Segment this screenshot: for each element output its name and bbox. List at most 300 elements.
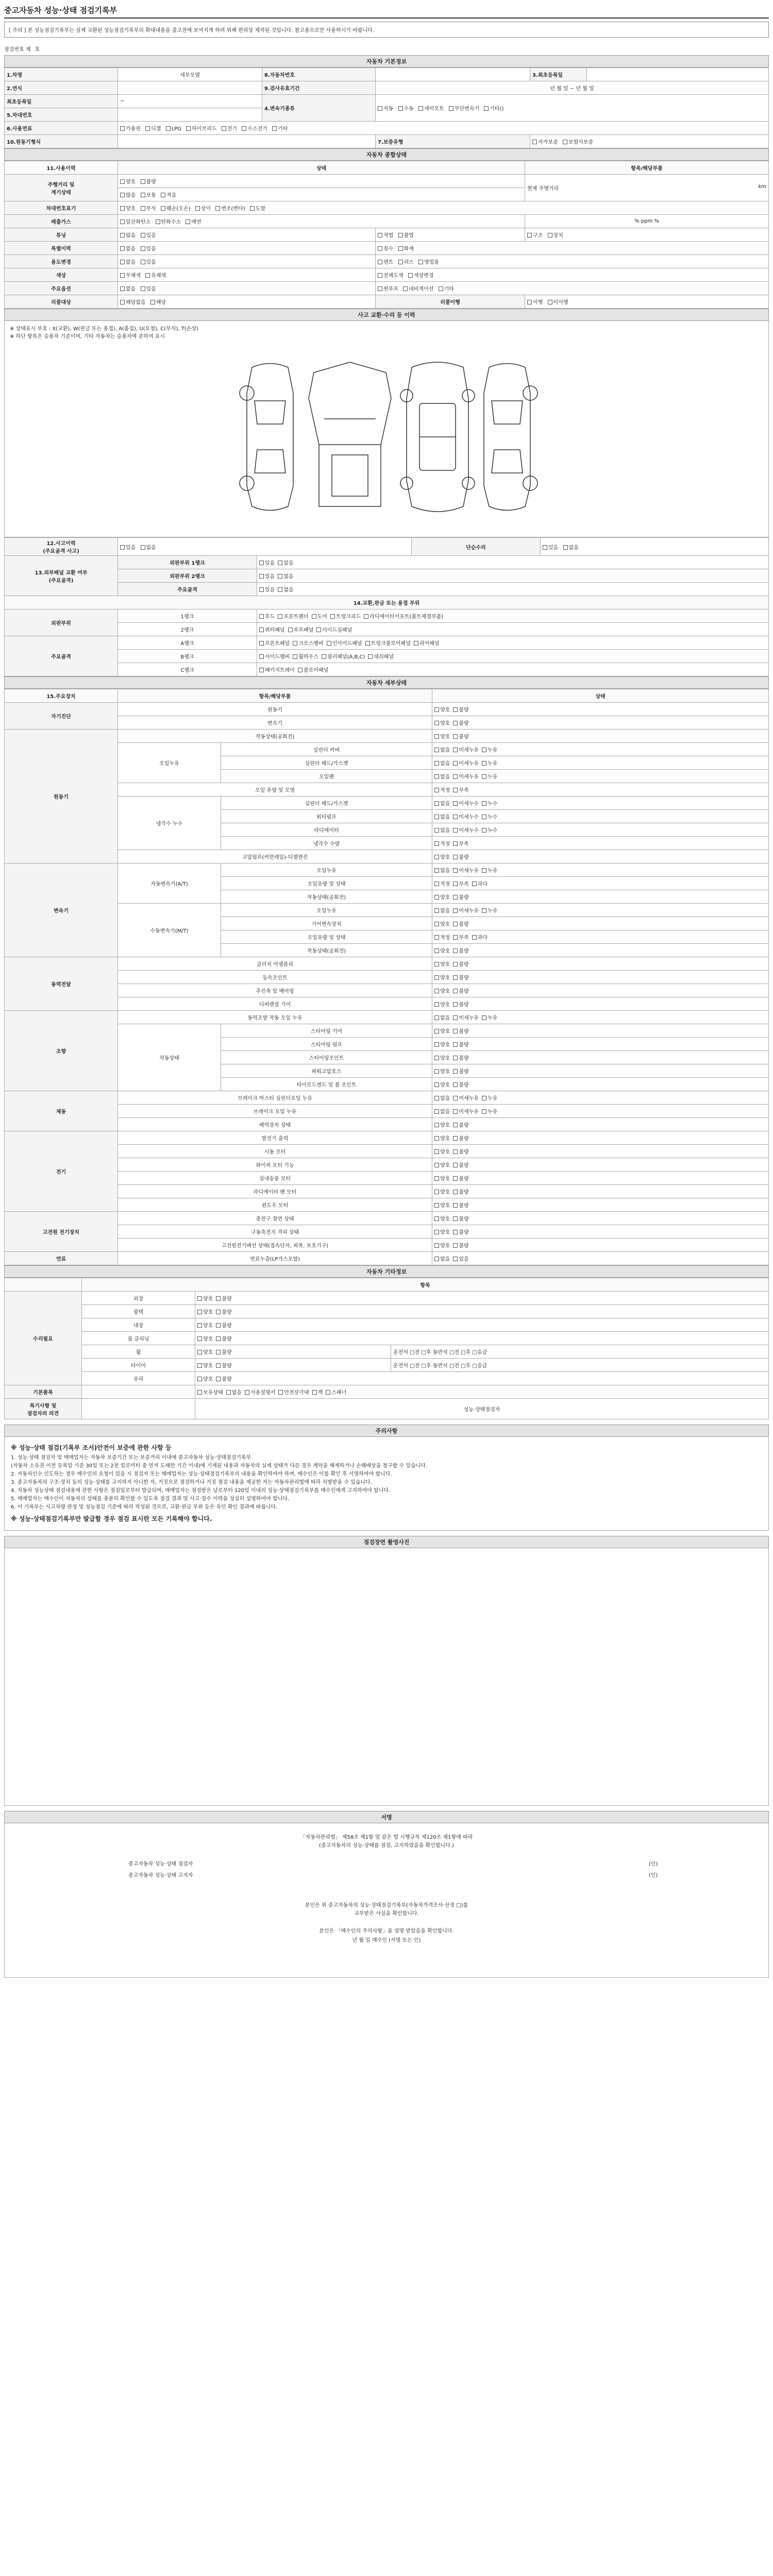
checkbox[interactable] — [449, 106, 453, 111]
checkbox[interactable] — [434, 828, 439, 833]
checkbox[interactable] — [453, 989, 458, 993]
other-row — [5, 1318, 769, 1332]
detail-item-state — [432, 997, 769, 1011]
checkbox[interactable] — [434, 989, 439, 993]
detail-item-state — [432, 890, 769, 904]
checkbox[interactable] — [434, 1109, 439, 1114]
checkbox[interactable] — [434, 707, 439, 712]
option-label: 잭 — [317, 1390, 323, 1396]
detail-item-state — [432, 917, 769, 930]
notice-footer: ※ 성능·상태점검기록부만 발급할 경우 점검 표시란 모든 기록해야 합니다. — [11, 1515, 212, 1522]
checkbox[interactable] — [278, 561, 282, 565]
checkbox[interactable] — [322, 654, 326, 659]
document-number — [4, 45, 769, 55]
checkbox[interactable] — [326, 1390, 330, 1395]
checkbox[interactable] — [453, 975, 458, 980]
checkbox[interactable] — [453, 1109, 458, 1114]
checkbox[interactable] — [453, 948, 458, 953]
model-year-value[interactable] — [118, 81, 262, 95]
checkbox[interactable] — [120, 179, 125, 184]
checkbox[interactable] — [120, 126, 125, 131]
other-item-label: 룸 클리닝 — [82, 1332, 195, 1345]
detail-subgroup-label: 냉각수 누수 — [118, 796, 221, 850]
car-name-sub: 세부모델 — [118, 68, 262, 81]
checkbox[interactable] — [434, 788, 439, 792]
other-row — [5, 1385, 769, 1399]
checkbox[interactable] — [434, 948, 439, 953]
sign-date[interactable]: 년 월 일 매수인 (서명 또는 인) — [352, 1938, 421, 1943]
checkbox[interactable] — [378, 233, 382, 238]
option-label: 불량 — [459, 1190, 469, 1195]
detail-item-label: 윈도우 모터 — [118, 1198, 432, 1212]
checkbox[interactable] — [259, 641, 264, 646]
checkbox[interactable] — [145, 273, 150, 278]
checkbox[interactable] — [434, 1230, 439, 1234]
car-number-value[interactable] — [376, 68, 530, 81]
detail-row — [5, 957, 769, 971]
checkbox[interactable] — [434, 882, 439, 886]
checkbox[interactable] — [453, 1176, 458, 1181]
checkbox[interactable] — [141, 545, 145, 550]
checkbox[interactable] — [197, 1363, 202, 1368]
checkbox[interactable] — [434, 1069, 439, 1074]
checkbox[interactable] — [215, 206, 220, 211]
checkbox[interactable] — [186, 126, 191, 131]
checkbox[interactable] — [259, 561, 264, 565]
option-label: 적정 — [440, 841, 450, 847]
checkbox[interactable] — [434, 868, 439, 873]
other-head: 항목 — [82, 1278, 769, 1292]
checkbox[interactable] — [453, 707, 458, 712]
accident-history-opts: 있음 없음 — [118, 538, 412, 556]
option-label: 보유상태 — [203, 1390, 223, 1396]
checkbox[interactable] — [197, 1296, 202, 1301]
checkbox[interactable] — [272, 126, 277, 131]
checkbox[interactable] — [453, 855, 458, 859]
checkbox[interactable] — [120, 286, 125, 291]
checkbox[interactable] — [453, 1123, 458, 1127]
checkbox[interactable] — [120, 233, 125, 238]
checkbox[interactable] — [259, 668, 264, 672]
checkbox[interactable] — [434, 1190, 439, 1194]
detail-item-state — [432, 1038, 769, 1051]
checkbox[interactable] — [434, 1123, 439, 1127]
checkbox[interactable] — [298, 668, 303, 672]
detail-item-state — [432, 1172, 769, 1185]
checkbox[interactable] — [453, 734, 458, 739]
option-label: 양호 — [440, 1002, 450, 1008]
checkbox[interactable] — [453, 828, 458, 833]
option-label: 양호 — [440, 1042, 450, 1048]
checkbox[interactable] — [453, 1042, 458, 1047]
checkbox[interactable] — [259, 614, 264, 619]
checkbox[interactable] — [259, 587, 264, 592]
other-row — [5, 1305, 769, 1318]
sign-line2: (중고자동차의 성능·상태를 점검, 고지하였음을 확인합니다.) — [319, 1843, 454, 1849]
notice-line: 6. 이 기록부는 사고차량 판정 및 성능점검 기준에 따라 작성된 것으로, 교환·판금 부위 등은 육안 확인 결과에 따릅니다. — [11, 1504, 278, 1510]
option-label: 양호 — [440, 1216, 450, 1222]
checkbox[interactable] — [434, 748, 439, 752]
rank-label: B랭크 — [118, 650, 257, 663]
checkbox[interactable] — [434, 855, 439, 859]
checkbox[interactable] — [543, 545, 547, 550]
detail-item-state — [432, 1131, 769, 1145]
option-label: 불량 — [222, 1296, 232, 1302]
checkbox[interactable] — [216, 1323, 221, 1328]
checkbox[interactable] — [453, 1096, 458, 1100]
option-label: 없음 — [440, 1257, 450, 1262]
detail-item-state — [432, 810, 769, 823]
sign-checker-seal[interactable]: (인) — [649, 1861, 658, 1867]
checkbox[interactable] — [482, 1096, 486, 1100]
checkbox[interactable] — [482, 801, 486, 806]
checkbox[interactable] — [453, 801, 458, 806]
option-label: 불량 — [222, 1310, 232, 1315]
option-label: 미세누유 — [459, 774, 479, 780]
option-label: 양호 — [440, 1176, 450, 1182]
detail-item-label: 타이로드엔드 및 볼 조인트 — [221, 1078, 432, 1091]
checkbox[interactable] — [166, 126, 171, 131]
checkbox[interactable] — [378, 273, 382, 278]
motor-type-value[interactable] — [118, 135, 376, 148]
sign-checker: 중고자동차 성능·상태 점검자 — [128, 1861, 193, 1867]
checkbox[interactable] — [408, 273, 413, 278]
checkbox[interactable] — [453, 908, 458, 913]
checkbox[interactable] — [434, 935, 439, 940]
checkbox[interactable] — [453, 1203, 458, 1208]
detail-item-label: 구동축전지 격리 상태 — [118, 1225, 432, 1239]
checkbox[interactable] — [482, 748, 486, 752]
checkbox[interactable] — [434, 1096, 439, 1100]
checkbox[interactable] — [482, 1109, 486, 1114]
checkbox[interactable] — [161, 193, 165, 197]
checkbox[interactable] — [453, 895, 458, 900]
detail-row — [5, 716, 769, 730]
checkbox[interactable] — [453, 1015, 458, 1020]
checkbox[interactable] — [434, 734, 439, 739]
checkbox[interactable] — [453, 748, 458, 752]
checkbox[interactable] — [434, 962, 439, 967]
checkbox[interactable] — [472, 935, 477, 940]
detail-row — [5, 1145, 769, 1158]
checkbox[interactable] — [453, 922, 458, 926]
checkbox[interactable] — [434, 801, 439, 806]
checkbox[interactable] — [120, 246, 125, 251]
checkbox[interactable] — [216, 1377, 221, 1381]
rank-items: 패키지트레이 플로어패널 — [257, 663, 769, 676]
vin-value[interactable] — [118, 108, 262, 122]
first-reg-value[interactable] — [587, 68, 769, 81]
checkbox[interactable] — [482, 908, 486, 913]
warranty-label: 7.보증유형 — [376, 135, 530, 148]
checkbox[interactable] — [434, 774, 439, 779]
option-label: 없음 — [440, 801, 450, 807]
checkbox[interactable] — [434, 1163, 439, 1167]
checkbox[interactable] — [330, 614, 335, 619]
checkbox[interactable] — [278, 587, 282, 592]
other-item-state — [195, 1305, 769, 1318]
detail-item-label: 추진축 및 베어링 — [118, 984, 432, 997]
checkbox[interactable] — [434, 1136, 439, 1141]
checkbox[interactable] — [434, 1203, 439, 1208]
checkbox[interactable] — [472, 882, 477, 886]
checkbox[interactable] — [453, 1002, 458, 1007]
checkbox[interactable] — [141, 179, 145, 184]
detail-item-state — [432, 1252, 769, 1265]
detail-subgroup-label: 수동변속기(M/T) — [118, 904, 221, 957]
checkbox[interactable] — [532, 140, 537, 144]
checkbox[interactable] — [453, 1216, 458, 1221]
checkbox[interactable] — [414, 641, 418, 646]
checkbox[interactable] — [453, 774, 458, 779]
option-label: 양호 — [203, 1323, 213, 1329]
checkbox[interactable] — [120, 193, 125, 197]
checkbox[interactable] — [197, 1350, 202, 1354]
checkbox[interactable] — [197, 1336, 202, 1341]
checkbox[interactable] — [259, 628, 264, 632]
checkbox[interactable] — [453, 1029, 458, 1033]
checkbox[interactable] — [453, 721, 458, 725]
vin-label: 5.차대번호 — [5, 108, 118, 122]
checkbox[interactable] — [548, 233, 552, 238]
checkbox[interactable] — [141, 193, 145, 197]
checkbox[interactable] — [434, 1029, 439, 1033]
checkbox[interactable] — [120, 219, 125, 224]
checkbox[interactable] — [378, 286, 382, 291]
detail-item-label: 시동 모터 — [118, 1145, 432, 1158]
sign-line1: 「자동차관리법」 제58조 제1항 및 같은 법 시행규칙 제120조 제1항에 따라 — [300, 1835, 473, 1840]
sign-seller-seal[interactable]: (인) — [649, 1873, 658, 1878]
checkbox[interactable] — [434, 975, 439, 980]
main-frame-label: 주요골격 — [118, 583, 257, 596]
checkbox[interactable] — [482, 774, 486, 779]
checkbox[interactable] — [216, 1336, 221, 1341]
checkbox[interactable] — [312, 614, 316, 619]
checkbox[interactable] — [563, 140, 567, 144]
checkbox[interactable] — [368, 654, 373, 659]
checkbox[interactable] — [288, 628, 293, 632]
checkbox[interactable] — [278, 614, 282, 619]
checkbox[interactable] — [150, 300, 155, 304]
rank2-label: 외판부위 2랭크 — [118, 569, 257, 583]
special-history-type: 침수 화재 — [376, 242, 769, 255]
checkbox[interactable] — [259, 654, 264, 659]
recall-state: 해당없음 해당 — [118, 295, 376, 309]
checkbox[interactable] — [434, 1176, 439, 1181]
car-top-view — [400, 362, 475, 512]
checkbox[interactable] — [482, 868, 486, 873]
checkbox[interactable] — [482, 815, 486, 819]
checkbox[interactable] — [293, 654, 297, 659]
checkbox[interactable] — [365, 641, 370, 646]
model-year-label: 2.연식 — [5, 81, 118, 95]
checkbox[interactable] — [453, 1257, 458, 1261]
checkbox[interactable] — [398, 260, 403, 264]
checkbox[interactable] — [453, 841, 458, 846]
checkbox[interactable] — [527, 300, 532, 304]
mileage-state: 양호 불량 — [118, 175, 525, 188]
checkbox[interactable] — [316, 628, 321, 632]
checkbox[interactable] — [120, 206, 125, 211]
checkbox[interactable] — [222, 126, 226, 131]
opinion-value[interactable] — [82, 1399, 195, 1419]
checkbox[interactable] — [453, 1230, 458, 1234]
checkbox[interactable] — [327, 641, 331, 646]
mileage-state2: 많음 보통 적음 — [118, 188, 525, 201]
checkbox[interactable] — [434, 1082, 439, 1087]
checkbox[interactable] — [453, 1056, 458, 1060]
option-label: 부족 — [459, 841, 469, 847]
checkbox[interactable] — [434, 1243, 439, 1248]
checkbox[interactable] — [434, 815, 439, 819]
checkbox[interactable] — [403, 286, 408, 291]
checkbox[interactable] — [161, 206, 165, 211]
detail-item-label: 오일누유 — [221, 904, 432, 917]
checkbox[interactable] — [216, 1296, 221, 1301]
detail-row — [5, 1225, 769, 1239]
checkbox[interactable] — [141, 246, 145, 251]
checkbox[interactable] — [439, 286, 443, 291]
option-label: 불량 — [459, 721, 469, 726]
checkbox[interactable] — [434, 1216, 439, 1221]
checkbox[interactable] — [398, 246, 403, 251]
notice-line: (자동차 소유권 이전 등록일 기준 30일 또는 2천 킬로미터 중 먼저 도래한 기간 이내)에 기재된 내용과 자동차의 실제 상태가 다른 경우 계약을 해제하거나 손해배상을 청구할 수 있습니다. — [11, 1463, 428, 1469]
options-type: 썬루프 내비게이션 기타 — [376, 282, 769, 295]
checkbox[interactable] — [195, 206, 200, 211]
checkbox[interactable] — [434, 1056, 439, 1060]
tuning-type: 구조 장치 — [525, 228, 769, 242]
checkbox[interactable] — [434, 1015, 439, 1020]
checkbox[interactable] — [398, 106, 403, 111]
checkbox[interactable] — [453, 1069, 458, 1074]
checkbox[interactable] — [482, 828, 486, 833]
checkbox[interactable] — [453, 868, 458, 873]
checkbox[interactable] — [398, 233, 403, 238]
detail-item-state — [432, 837, 769, 850]
checkbox[interactable] — [527, 233, 532, 238]
checkbox[interactable] — [453, 962, 458, 967]
checkbox[interactable] — [453, 788, 458, 792]
checkbox[interactable] — [434, 895, 439, 900]
car-outline-drawings — [231, 357, 541, 517]
checkbox[interactable] — [378, 246, 382, 251]
inspection-document — [4, 4, 769, 1978]
checkbox[interactable] — [278, 1390, 283, 1395]
checkbox[interactable] — [418, 260, 423, 264]
car-damage-diagram — [4, 321, 769, 537]
checkbox[interactable] — [364, 614, 368, 619]
checkbox[interactable] — [120, 545, 125, 550]
checkbox[interactable] — [563, 545, 568, 550]
checkbox[interactable] — [453, 1136, 458, 1141]
detail-item-label: 실린더 헤드/가스켓 — [221, 756, 432, 770]
detail-head-item: 항목/해당부품 — [118, 689, 432, 703]
checkbox[interactable] — [197, 1310, 202, 1314]
checkbox[interactable] — [453, 935, 458, 940]
checkbox[interactable] — [482, 1015, 486, 1020]
checkbox[interactable] — [141, 286, 145, 291]
detail-row — [5, 863, 769, 877]
checkbox[interactable] — [434, 1002, 439, 1007]
simple-repair-label: 단순수리 — [412, 538, 541, 556]
checkbox[interactable] — [378, 106, 382, 111]
checkbox[interactable] — [453, 1149, 458, 1154]
checkbox[interactable] — [434, 908, 439, 913]
rank-label: 2랭크 — [118, 623, 257, 636]
checkbox[interactable] — [278, 574, 282, 579]
checkbox[interactable] — [482, 761, 486, 766]
detail-item-label: 라디에이터 — [221, 823, 432, 837]
checkbox[interactable] — [484, 106, 489, 111]
checkbox[interactable] — [453, 882, 458, 886]
checkbox[interactable] — [434, 922, 439, 926]
checkbox[interactable] — [120, 300, 125, 304]
checkbox[interactable] — [434, 1149, 439, 1154]
checkbox[interactable] — [259, 574, 264, 579]
checkbox[interactable] — [378, 260, 382, 264]
checkbox[interactable] — [434, 1257, 439, 1261]
checkbox[interactable] — [120, 260, 125, 264]
checkbox[interactable] — [453, 1082, 458, 1087]
checkbox[interactable] — [197, 1390, 202, 1395]
checkbox[interactable] — [453, 761, 458, 766]
option-label: 양호 — [203, 1350, 213, 1355]
detail-subgroup-label: 작동상태 — [118, 1024, 221, 1091]
checkbox[interactable] — [141, 260, 145, 264]
option-label: 양호 — [203, 1377, 213, 1382]
option-label: 불량 — [459, 948, 469, 954]
checkbox[interactable] — [434, 721, 439, 725]
checkbox[interactable] — [197, 1323, 202, 1328]
checkbox[interactable] — [120, 273, 125, 278]
detail-item-state — [432, 863, 769, 877]
checkbox[interactable] — [453, 1190, 458, 1194]
checkbox[interactable] — [434, 841, 439, 846]
checkbox[interactable] — [293, 641, 297, 646]
detail-item-label: 오일유량 및 상태 — [221, 930, 432, 944]
checkbox[interactable] — [141, 233, 145, 238]
checkbox[interactable] — [434, 761, 439, 766]
car-left-side-view — [240, 364, 293, 511]
checkbox[interactable] — [418, 106, 423, 111]
checkbox[interactable] — [216, 1310, 221, 1314]
checkbox[interactable] — [453, 815, 458, 819]
checkbox[interactable] — [216, 1363, 221, 1368]
checkbox[interactable] — [242, 126, 246, 131]
checkbox[interactable] — [250, 206, 255, 211]
option-label: 부족 — [459, 788, 469, 793]
checkbox[interactable] — [312, 1390, 317, 1395]
sign-line3: 본인은 위 중고자동차의 성능·상태점검기록부(자동차가격조사·산정 □)를 — [305, 1903, 468, 1908]
other-row — [5, 1345, 769, 1359]
checkbox[interactable] — [186, 219, 190, 224]
checkbox[interactable] — [453, 1243, 458, 1248]
section-overall: 자동차 종합상태 — [4, 148, 769, 161]
option-label: 부족 — [459, 935, 469, 941]
checkbox[interactable] — [434, 1042, 439, 1047]
checkbox[interactable] — [226, 1390, 231, 1395]
checkbox[interactable] — [197, 1377, 202, 1381]
checkbox[interactable] — [453, 1163, 458, 1167]
checkbox[interactable] — [145, 126, 150, 131]
checkbox[interactable] — [245, 1390, 249, 1395]
checkbox[interactable] — [141, 206, 145, 211]
option-label: 양호 — [203, 1363, 213, 1369]
checkbox[interactable] — [548, 300, 552, 304]
detail-item-state — [432, 984, 769, 997]
checkbox[interactable] — [216, 1350, 221, 1354]
checkbox[interactable] — [156, 219, 160, 224]
